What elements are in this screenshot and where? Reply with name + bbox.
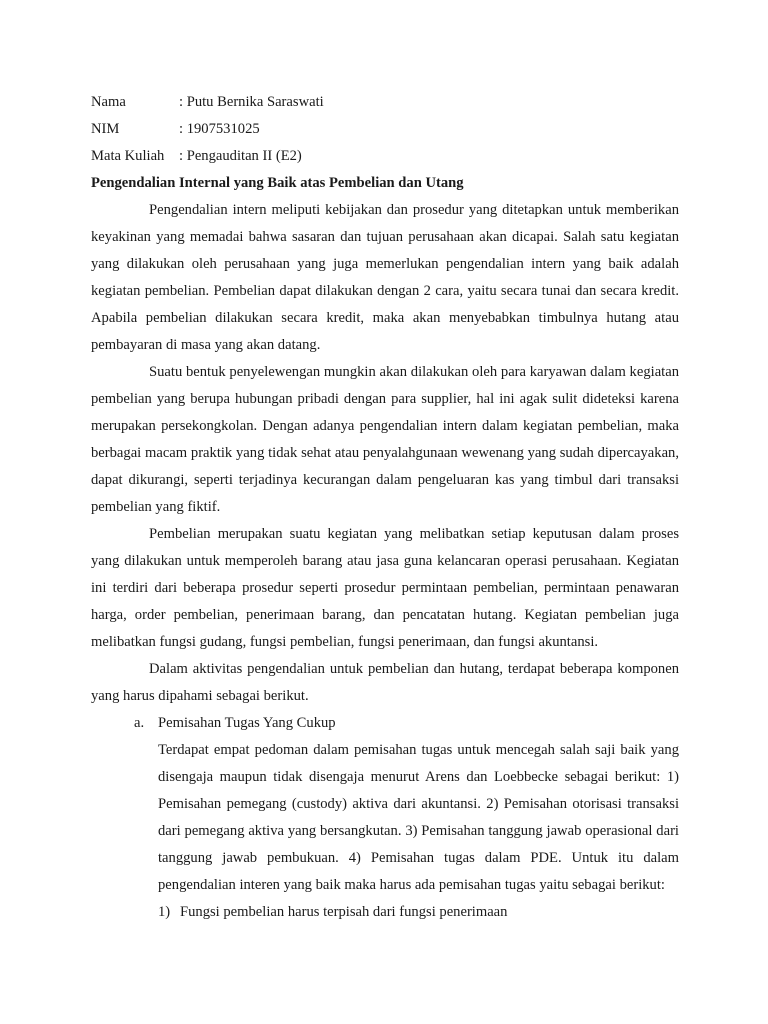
paragraph: Dalam aktivitas pengendalian untuk pembelian dan hutang, terdapat beberapa komponen yang harus dipahami sebagai berikut. (91, 661, 679, 704)
document-title: Pengendalian Internal yang Baik atas Pembelian dan Utang (91, 175, 464, 191)
sub-list-item (158, 899, 679, 926)
name-row (91, 89, 679, 116)
paragraph: Suatu bentuk penyelewengan mungkin akan dilakukan oleh para karyawan dalam kegiatan pembelian yang berupa hubungan pribadi dengan para supplier, hal ini agak sulit dideteksi karena merupakan persekongkolan. Dengan adanya pengendalian intern dalam kegiatan pembelian, maka berbagai macam praktik yang tidak sehat atau penyalahgunaan wewenang yang sudah dipercayakan, dapat dikurangi, seperti terjadinya kecurangan dalam pengeluaran kas yang timbul dari transaksi pembelian yang fiktif. (91, 364, 679, 515)
paragraph: Pengendalian intern meliputi kebijakan dan prosedur yang ditetapkan untuk memberikan keyakinan yang memadai bahwa sasaran dan tujuan perusahaan akan dicapai. Salah satu kegiatan yang dilakukan oleh perusahaan yang juga memerlukan pengendalian intern yang baik adalah kegiatan pembelian. Pembelian dapat dilakukan dengan 2 cara, yaitu secara tunai dan secara kredit. Apabila pembelian dilakukan secara kredit, maka akan menyebabkan timbulnya hutang atau pembayaran di masa yang akan datang. (91, 202, 679, 353)
component-list (91, 710, 679, 926)
document-page (91, 89, 679, 926)
course-label: Mata Kuliah (91, 148, 165, 164)
paragraph: Pembelian merupakan suatu kegiatan yang melibatkan setiap keputusan dalam proses yang dilakukan untuk memperoleh barang atau jasa guna kelancaran operasi perusahaan. Kegiatan ini terdiri dari beberapa prosedur seperti prosedur permintaan pembelian, permintaan penawaran harga, order pembelian, penerimaan barang, dan pencatatan hutang. Kegiatan pembelian juga melibatkan fungsi gudang, fungsi pembelian, fungsi penerimaan, dan fungsi akuntansi. (91, 526, 679, 650)
name-label: Nama (91, 94, 126, 110)
sub-list-marker: 1) (158, 904, 171, 920)
course-value: : Pengauditan II (E2) (179, 148, 302, 164)
list-marker: a. (134, 715, 145, 731)
list-item-body: Terdapat empat pedoman dalam pemisahan tugas untuk mencegah salah saji baik yang disengaja maupun tidak disengaja menurut Arens dan Loebbecke sebagai berikut: 1) Pemisahan pemegang (custody) aktiva dari akuntansi. 2) Pemisahan otorisasi transaksi dari pemegang aktiva yang bersangkutan. 3) Pemisahan tanggung jawab operasional dari tanggung jawab pembukuan. 4) Pemisahan tugas dalam PDE. Untuk itu dalam pengendalian interen yang baik maka harus ada pemisahan tugas yaitu sebagai berikut: (158, 742, 679, 893)
nim-value: : 1907531025 (179, 121, 260, 137)
student-info (91, 89, 679, 170)
list-item-heading (134, 710, 679, 737)
name-value: : Putu Bernika Saraswati (179, 94, 324, 110)
course-row (91, 143, 679, 170)
nim-label: NIM (91, 121, 120, 137)
nim-row (91, 116, 679, 143)
list-item-heading-text: Pemisahan Tugas Yang Cukup (158, 715, 336, 731)
sub-list-item-text: Fungsi pembelian harus terpisah dari fungsi penerimaan (180, 904, 508, 920)
sub-list (134, 899, 679, 926)
